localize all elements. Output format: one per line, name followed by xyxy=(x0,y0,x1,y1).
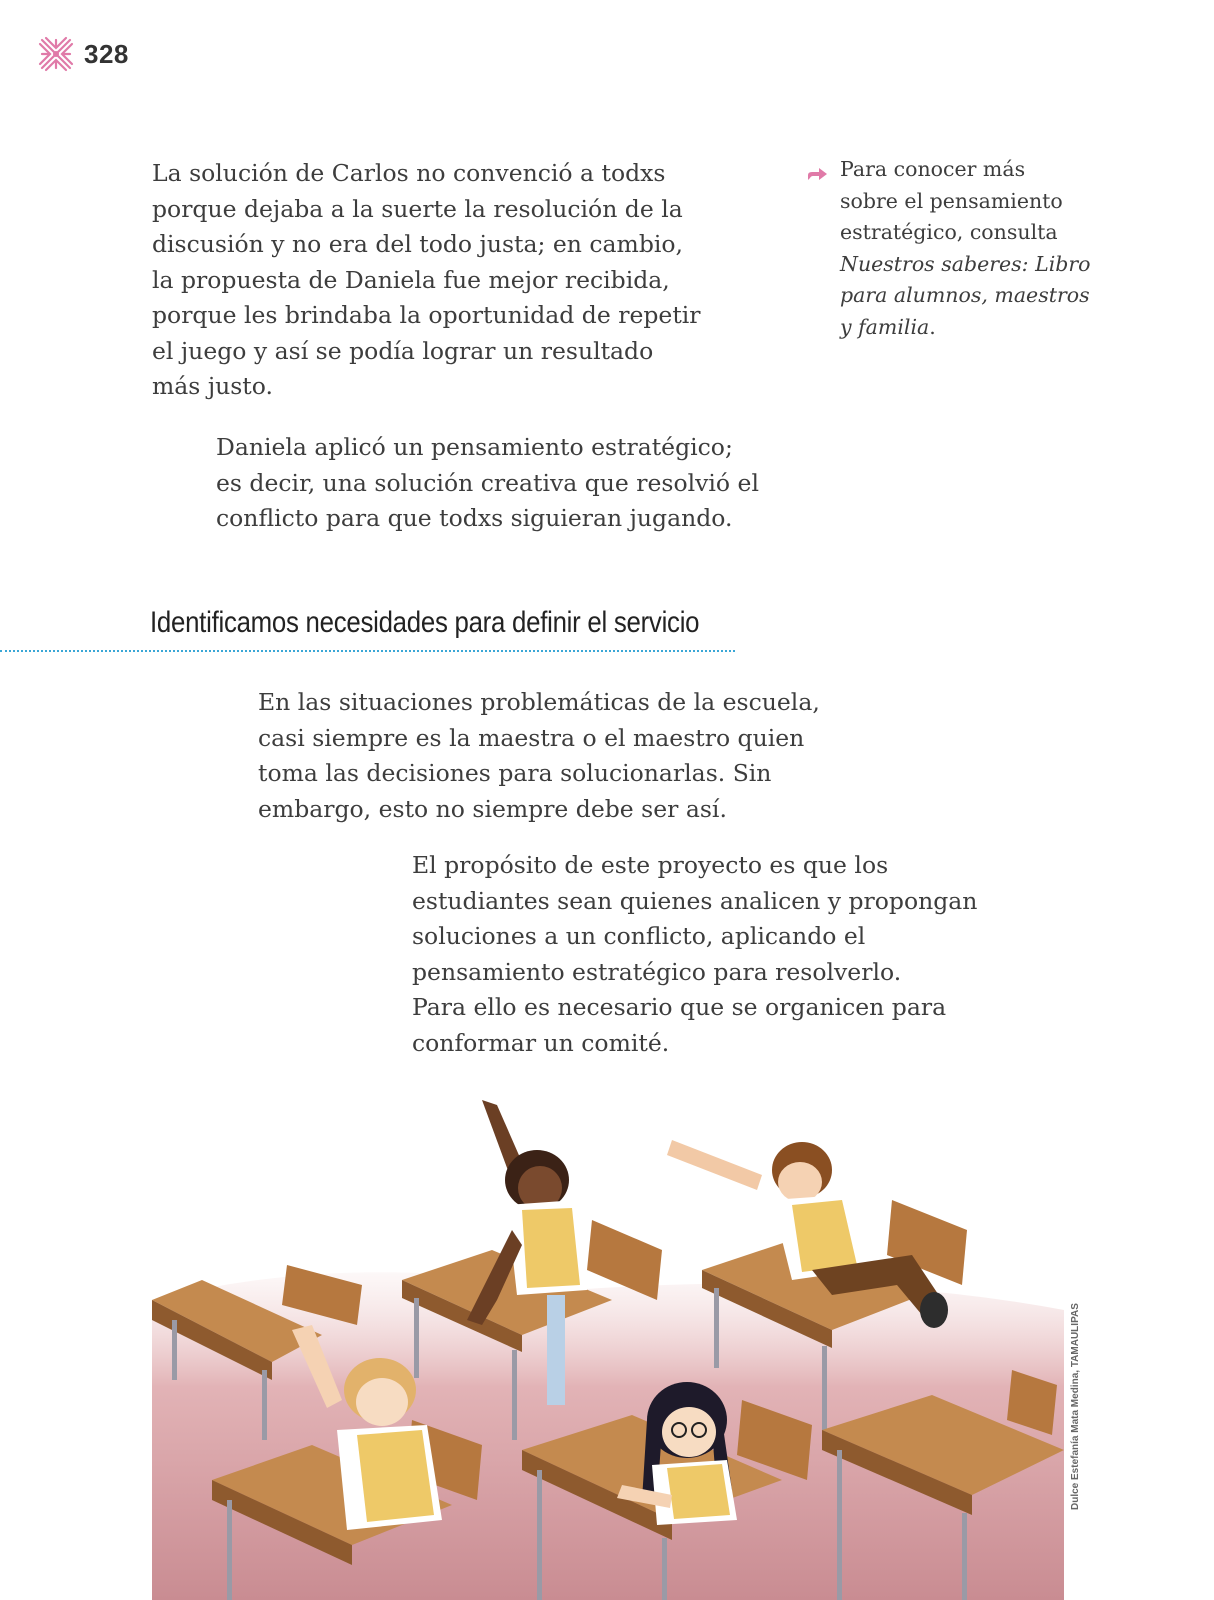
text-line: conformar un comité. xyxy=(412,1028,670,1057)
arrow-right-icon xyxy=(806,166,828,182)
heading-underline xyxy=(0,650,735,652)
text-line: el juego y así se podía lograr un resultado xyxy=(152,336,654,365)
credit-text: Dulce Estefanía Mata Medina, TAMAULIPAS xyxy=(1070,1303,1081,1510)
paragraph-project-purpose xyxy=(412,848,1052,1061)
period: . xyxy=(929,314,936,339)
text-line: porque les brindaba la oportunidad de repetir xyxy=(152,301,701,329)
illustration-credit xyxy=(1070,1303,1090,1510)
book-title: para alumnos, maestros xyxy=(840,283,1090,307)
text-line: Para ello es necesario que se organicen para xyxy=(412,993,947,1021)
text-line: conflicto para que todxs siguieran jugando. xyxy=(216,504,733,532)
text-line: Daniela aplicó un pensamiento estratégico; xyxy=(216,433,733,461)
side-note-line: estratégico, consulta xyxy=(840,220,1058,244)
text-line: toma las decisiones para solucionarlas. Sin xyxy=(258,759,772,787)
text-line: La solución de Carlos no convenció a todxs xyxy=(152,159,666,187)
text-line: En las situaciones problemáticas de la escuela, xyxy=(258,688,820,716)
text-line: casi siempre es la maestra o el maestro quien xyxy=(258,723,805,752)
page-number: 328 xyxy=(84,38,129,69)
text-line: más justo. xyxy=(152,372,273,400)
text-line: es decir, una solución creativa que resolvió el xyxy=(216,468,759,497)
text-line: la propuesta de Daniela fue mejor recibida, xyxy=(152,265,670,294)
book-title: Nuestros saberes: Libro xyxy=(840,251,1091,276)
side-note-line: sobre el pensamiento xyxy=(840,188,1063,213)
side-note-reference xyxy=(806,154,1096,343)
text-line: embargo, esto no siempre debe ser así. xyxy=(258,794,727,823)
text-line: estudiantes sean quienes analicen y propongan xyxy=(412,886,978,915)
book-title: y familia xyxy=(840,314,930,339)
paragraph-strategic-thinking xyxy=(216,430,806,537)
section-heading: Identificamos necesidades para definir el servicio xyxy=(150,606,700,639)
paragraph-carlos-daniela xyxy=(152,156,742,405)
text-line: discusión y no era del todo justa; en cambio, xyxy=(152,230,684,258)
side-note-line: Para conocer más xyxy=(840,157,1026,181)
woven-star-icon xyxy=(38,36,74,72)
text-line: porque dejaba a la suerte la resolución de la xyxy=(152,194,683,223)
paragraph-school-problems xyxy=(258,685,878,827)
classroom-illustration xyxy=(152,1100,1064,1600)
text-line: pensamiento estratégico para resolverlo. xyxy=(412,957,902,986)
text-line: soluciones a un conflicto, aplicando el xyxy=(412,922,866,950)
text-line: El propósito de este proyecto es que los xyxy=(412,851,889,879)
page-header xyxy=(38,36,129,72)
